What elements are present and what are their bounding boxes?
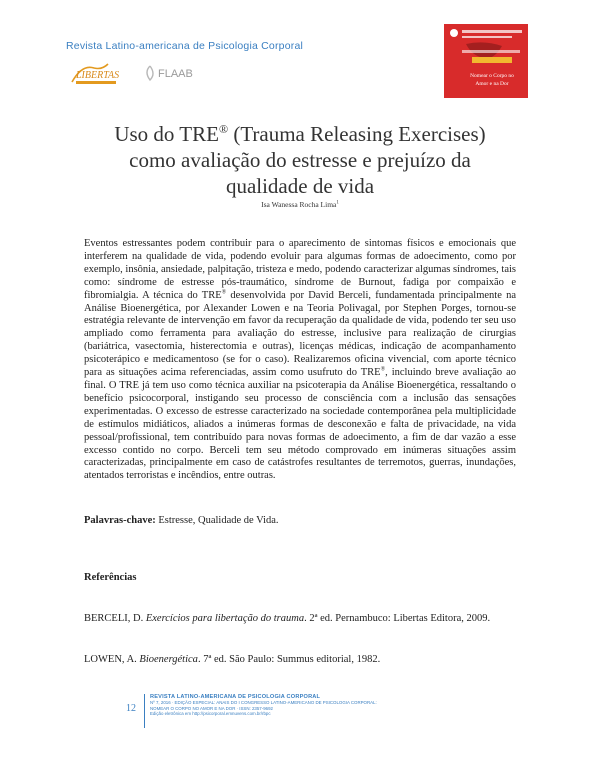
libertas-logo-text: LIBERTAS [76, 70, 120, 81]
footer-url: Edição eletrônica em http://psicorporal.emnuvens.com.br/rbpc [150, 711, 271, 717]
title-part1: Uso do TRE [114, 122, 219, 146]
footer-edition: Nº 7, 2016 · EDIÇÃO ESPECIAL: ANAIS DO I CONGRESSO LATINO-AMERICANO DE PSICOLOGIA CORPORAL: [150, 700, 377, 705]
references-heading: Referências [84, 572, 137, 583]
journal-cover-thumbnail [444, 24, 528, 98]
reference-item: LOWEN, A. Bioenergética. 7ª ed. São Paulo: Summus editorial, 1982. [84, 654, 381, 665]
title-line3: qualidade de vida [225, 174, 375, 198]
publisher-logos [68, 60, 248, 88]
article-title [90, 116, 510, 199]
abstract-body: Eventos estressantes podem contribuir para o aparecimento de sintomas físicos e emocionais que interferem na qualidade de vida, podendo evoluir para algumas formas de adoecimento, como por exemplo, insônia, ansiedade, palpitação, tristeza e medo, podendo caracterizar algumas síndromes, tais como: síndrome de estresse pós-traumático, síndrome de Burnout, fadiga por compaixão e fibromialgia. A técnica do TRE® desenvolvida por David Berceli, fundamentada principalmente na Análise Bioenergética, por Alexander Lowen e na Teoria Polivagal, por Stephen Porges, tornou-se estratégia relevante de intervenção em favor da recuperação da qualidade de vida, podendo ter seu uso ampliado como ferramenta para avaliação do estresse, inclusive para realização de cirurgias (bariátrica, vasectomia, histerectomia e outras), licenças médicas, indicação de acompanhamento psicoterápico e medicamentoso (se for o caso). Realizaremos oficina vivencial, com aporte técnico para as situações acima referenciadas, assim como usufruto do TRE®, incluindo breve avaliação ao final. O TRE já tem uso como técnica auxiliar na psicoterapia da Análise Bioenergética, ressaltando o benefício psicocorporal, instigando seu processo de consciência com a inclusão das sensações experimentadas. O excesso de estresse caracterizado na sociedade contemporânea pela multiplicidade de estímulos midiáticos, aliados a inúmeras formas de desconexão e falta de privacidade, na vida pessoal/profissional, tem contribuído para novas formas de adoecimento, a fim de dar vazão a esse excesso contido no corpo. Berceli tem seu método comprovado em inúmeras situações assim caracterizadas, principalmente em caso de catástrofes resultantes de terremotos, guerras, inundações, atentados terroristas e incêndios, entre outras. [84, 238, 516, 482]
footer-journal-title: REVISTA LATINO-AMERICANA DE PSICOLOGIA CORPORAL [150, 694, 321, 700]
cover-title-line1: Nomear o Corpo no [470, 73, 514, 79]
footer-issn: NOMEAR O CORPO NO AMOR E NA DOR · ISSN: 2357-9692 [150, 705, 273, 711]
footer-divider [144, 694, 145, 728]
cover-emblem-icon [450, 29, 458, 37]
page-footer [110, 694, 490, 728]
keywords-text: Estresse, Qualidade de Vida. [155, 515, 279, 526]
reference-item: BERCELI, D. Exercícios para libertação do trauma. 2ª ed. Pernambuco: Libertas Editora, 2009. [84, 613, 491, 624]
author-name: Isa Wanessa Rocha Lima$^1$ [261, 200, 339, 209]
keywords-label: Palavras-chave: [84, 515, 156, 526]
flaab-logo-text: FLAAB [158, 68, 193, 80]
title-line2: como avaliação do estresse e prejuízo da [129, 148, 471, 172]
footer-journal-info [150, 694, 377, 717]
title-part2: (Trauma Releasing Exercises) [228, 122, 486, 146]
author-footnote-mark: 1 [336, 200, 339, 206]
libertas-logo [72, 64, 119, 84]
keywords [84, 515, 516, 526]
journal-name: Revista Latino-americana de Psicologia Corporal [66, 40, 304, 52]
title-reg-mark: ® [218, 122, 229, 136]
flaab-logo [147, 66, 193, 80]
cover-title-line2: Amor e na Dor [475, 81, 509, 87]
page-number: 12 [126, 703, 136, 714]
